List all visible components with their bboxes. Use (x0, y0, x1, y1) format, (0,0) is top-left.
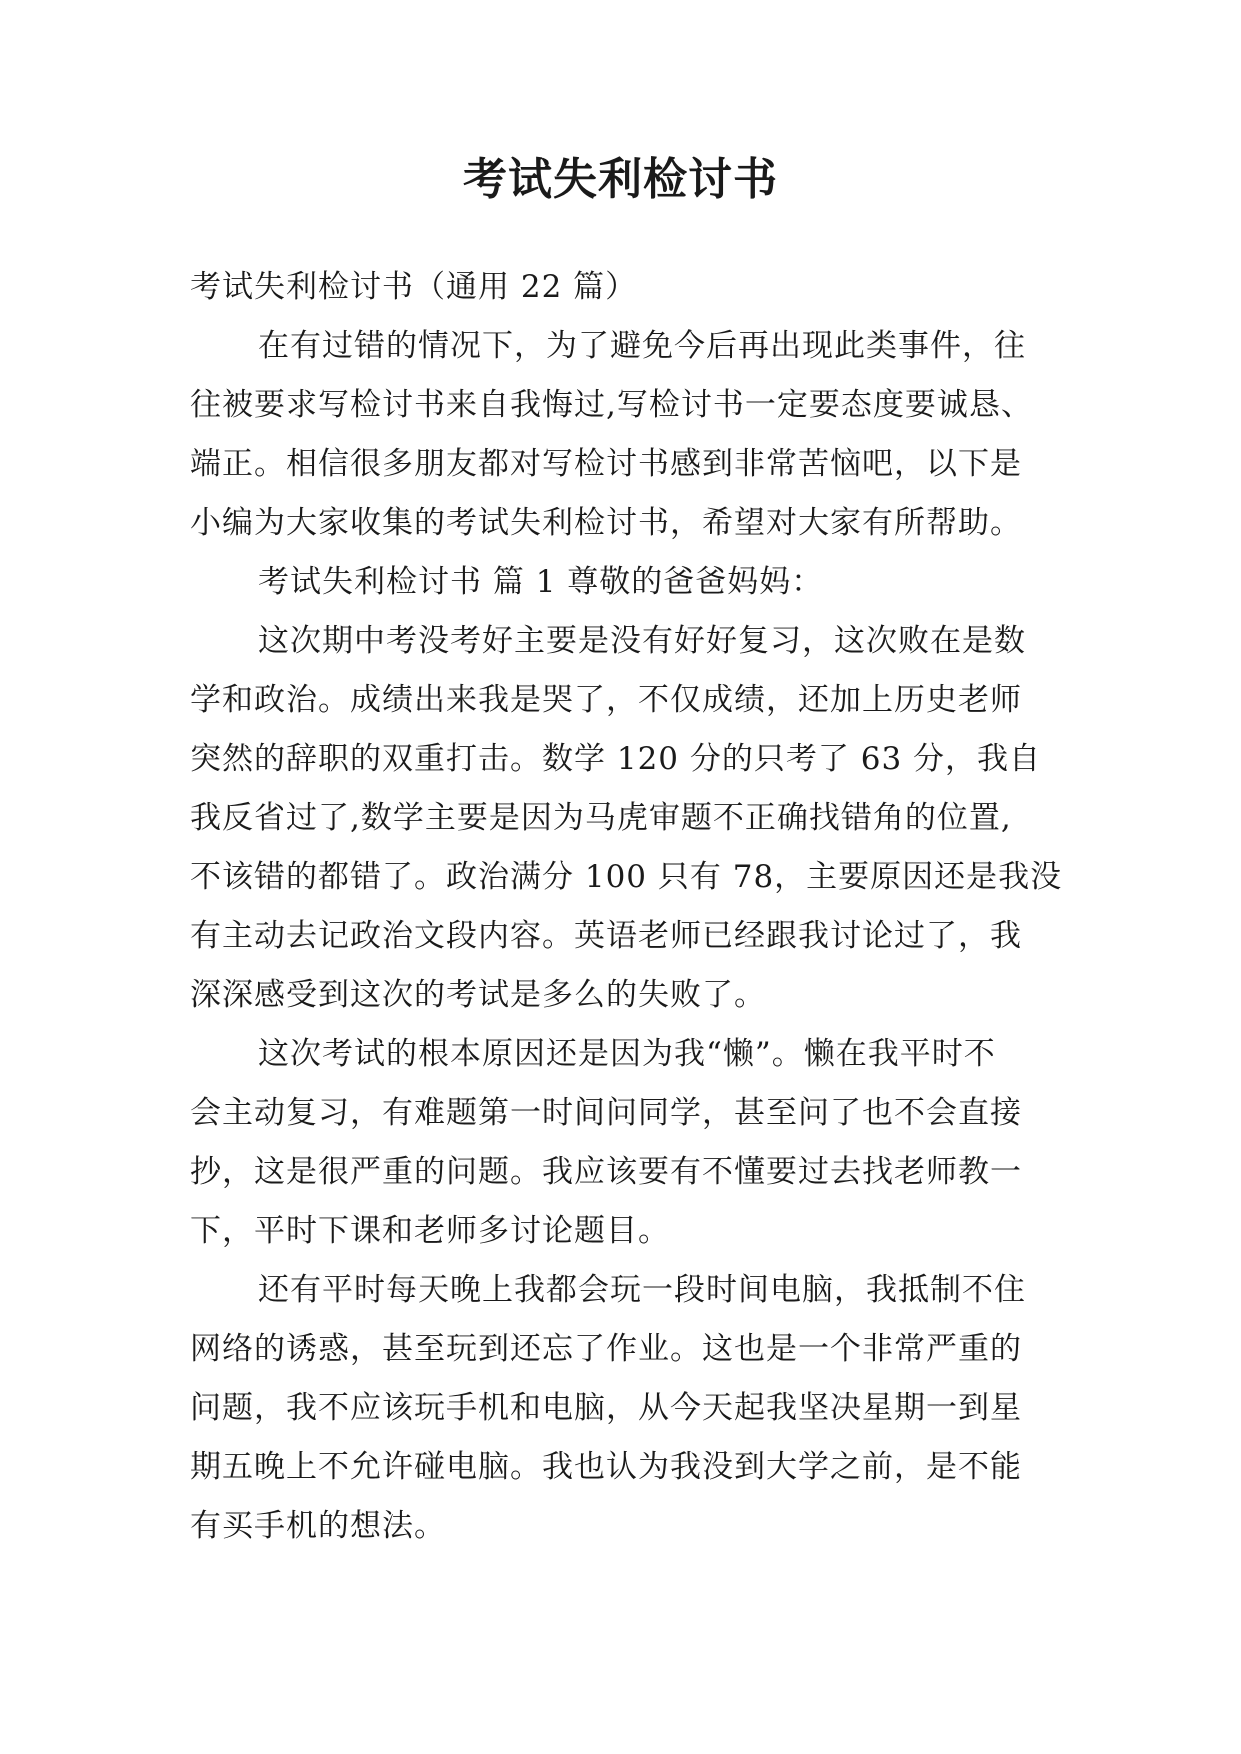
paragraph-line: 我反省过了,数学主要是因为马虎审题不正确找错角的位置, (190, 800, 1012, 836)
document-subtitle: 考试失利检讨书（通用 22 篇） (190, 269, 638, 305)
paragraph-root-cause (190, 1025, 1050, 1261)
paragraph-computer-habit (190, 1261, 1050, 1556)
paragraph-line: 有主动去记政治文段内容。英语老师已经跟我讨论过了，我 (190, 918, 1022, 954)
paragraph-line: 下，平时下课和老师多讨论题目。 (190, 1213, 670, 1249)
paragraph-line: 小编为大家收集的考试失利检讨书，希望对大家有所帮助。 (190, 505, 1022, 541)
paragraph-line: 往被要求写检讨书来自我悔过,写检讨书一定要态度要诚恳、 (190, 387, 1033, 423)
paragraph-line: 考试失利检讨书 篇 1 尊敬的爸爸妈妈： (258, 564, 824, 600)
paragraph-line: 突然的辞职的双重打击。数学 120 分的只考了 63 分，我自 (190, 741, 1042, 777)
paragraph-line: 期五晚上不允许碰电脑。我也认为我没到大学之前，是不能 (190, 1449, 1022, 1485)
paragraph-line: 这次考试的根本原因还是因为我“懒”。懒在我平时不 (258, 1036, 996, 1072)
paragraph-exam-result (190, 612, 1063, 1025)
document-body (190, 258, 1063, 1556)
document-title: 考试失利检讨书 (463, 154, 778, 205)
paragraph-line: 会主动复习，有难题第一时间问同学，甚至问了也不会直接 (190, 1095, 1022, 1131)
paragraph-heading (190, 553, 1050, 612)
paragraph-line: 在有过错的情况下，为了避免今后再出现此类事件，往 (258, 328, 1026, 364)
paragraph-line: 有买手机的想法。 (190, 1508, 446, 1544)
paragraph-line: 这次期中考没考好主要是没有好好复习，这次败在是数 (258, 623, 1026, 659)
paragraph-line: 抄，这是很严重的问题。我应该要有不懂要过去找老师教一 (190, 1154, 1022, 1190)
paragraph-line: 深深感受到这次的考试是多么的失败了。 (190, 977, 766, 1013)
paragraph-line: 网络的诱惑，甚至玩到还忘了作业。这也是一个非常严重的 (190, 1331, 1022, 1367)
paragraph-intro (190, 317, 1050, 553)
paragraph-line: 还有平时每天晚上我都会玩一段时间电脑，我抵制不住 (258, 1272, 1026, 1308)
paragraph-line: 学和政治。成绩出来我是哭了，不仅成绩，还加上历史老师 (190, 682, 1022, 718)
paragraph-line: 问题，我不应该玩手机和电脑，从今天起我坚决星期一到星 (190, 1390, 1022, 1426)
paragraph-line: 端正。相信很多朋友都对写检讨书感到非常苦恼吧，以下是 (190, 446, 1022, 482)
paragraph-line: 不该错的都错了。政治满分 100 只有 78，主要原因还是我没 (190, 859, 1063, 895)
